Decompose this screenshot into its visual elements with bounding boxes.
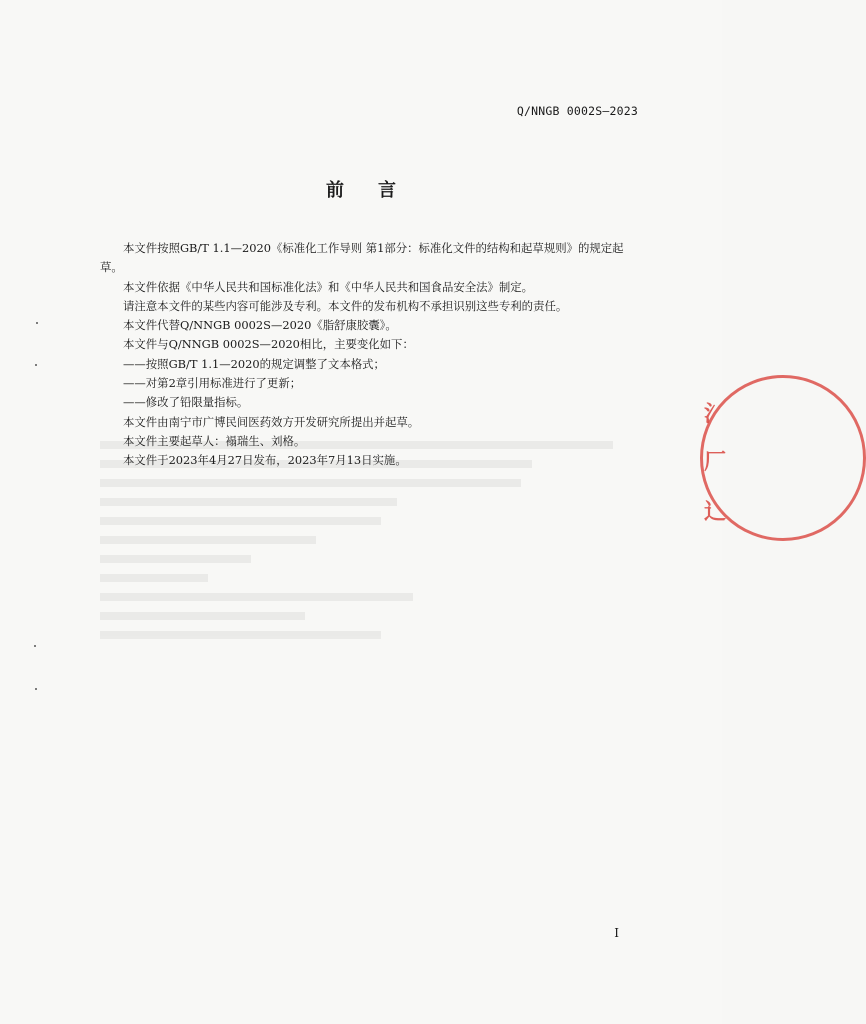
change-item-1: ——按照GB/T 1.1—2020的规定调整了文本格式；: [123, 356, 385, 371]
paragraph-3: 请注意本文件的某些内容可能涉及专利。本文件的发布机构不承担识别这些专利的责任。: [123, 298, 568, 313]
paragraph-drafters: 本文件主要起草人：褟瑞生、刘格。: [123, 433, 306, 448]
paragraph-dates: 本文件于2023年4月27日发布，2023年7月13日实施。: [123, 453, 407, 468]
paragraph-1: 本文件按照GB/T 1.1—2020《标准化工作导则 第1部分：标准化文件的结构和起草规则》的规定起草。: [100, 241, 624, 275]
paragraph-proposer: 本文件由南宁市广博民间医药效方开发研究所提出并起草。: [123, 414, 420, 429]
document-code: Q/NNGB 0002S—2023: [516, 104, 638, 118]
scan-speck: [36, 322, 38, 324]
paragraph-5: 本文件与Q/NNGB 0002S—2020相比，主要变化如下：: [123, 337, 414, 352]
change-item-2: ——对第2章引用标准进行了更新；: [123, 376, 302, 391]
page-title: 前言: [326, 180, 430, 201]
scan-speck: [35, 364, 37, 366]
scan-speck: [34, 645, 36, 647]
paragraph-2: 本文件依据《中华人民共和国标准化法》和《中华人民共和国食品安全法》制定。: [123, 279, 534, 294]
paragraph-4: 本文件代替Q/NNGB 0002S—2020《脂舒康胶囊》。: [123, 318, 397, 333]
page-number: I: [614, 926, 619, 940]
scan-speck: [35, 688, 37, 690]
change-item-3: ——修改了铅限量指标。: [123, 395, 249, 410]
red-seal-stamp: 氵 厂 辶: [700, 375, 722, 545]
foreword-body: [100, 239, 640, 471]
